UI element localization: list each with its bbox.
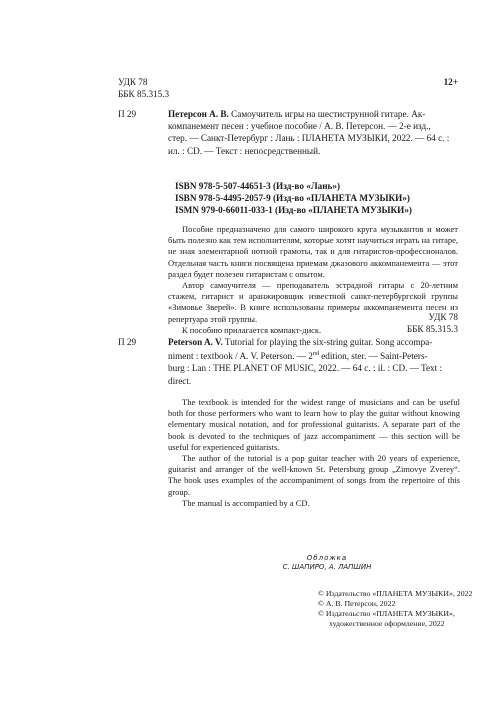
bbk-code: ББК 85.315.3 (118, 89, 170, 100)
ru-entry-line-4: ил. : CD. — Текст : непосредственный. (168, 145, 321, 156)
ru-abstract-udk: УДК 78 (428, 312, 458, 322)
en-entry-code: П 29 (118, 337, 137, 347)
isbn-block (175, 180, 412, 217)
ru-entry-line-2: компанемент песен : учебное пособие / А. В. Петерсон. — 2-е изд., (168, 121, 431, 132)
en-abstract (168, 397, 460, 509)
copyright-line-4: художественное оформление, 2022 (329, 619, 445, 628)
ru-entry (168, 108, 458, 157)
en-entry-line-2a: niment : textbook / A. V. Peterson. — 2 (168, 351, 313, 362)
en-entry-line-3: burg : Lan : THE PLANET OF MUSIC, 2022. — 64 c. : il. : CD. — Text : (168, 363, 443, 374)
ru-abstract-bbk: ББК 85.315.3 (406, 324, 458, 335)
ru-abstract-p3: К пособию прилагается компакт-диск. (182, 324, 322, 335)
ru-entry-line-3: стер. — Санкт-Петербург : Лань : ПЛАНЕТА МУЗЫКИ, 2022. — 64 с. : (168, 133, 450, 144)
isbn-lan: ISBN 978-5-507-44651-3 (Изд-во «Лань») (175, 181, 341, 191)
ru-entry-code: П 29 (118, 109, 137, 119)
en-entry (168, 336, 460, 387)
ru-abstract-p1: Пособие предназначено для самого широкого круга музыкантов и может быть полезно как тем исполнителям, которые хотят научиться играть на гитаре, не зная элементарной нотной грамоты, так и для гитаристов-профессионалов. Отдельная часть книги посвящена приемам джазового аккомпанемента — этот раздел будет полезен гитаристам с опытом. (168, 224, 458, 279)
ru-abstract-p2: Автор самоучителя — преподаватель эстрадной гитары с 20-летним стажем, гитарист и аранжировщик известной санкт-петербургской группы «Зимовье Зверей». В книге использованы примеры аккомпанемента песен из репертуара этой группы. (168, 280, 458, 324)
age-rating: 12+ (443, 77, 458, 87)
copyright-block (318, 589, 472, 629)
ru-abstract-classification (380, 311, 458, 335)
en-entry-line-1: Tutorial for playing the six-string guitar. Song accompa- (222, 337, 433, 347)
isbn-planeta: ISBN 978-5-4495-2057-9 (Изд-во «ПЛАНЕТА МУЗЫКИ») (175, 193, 410, 204)
en-abstract-p1: The textbook is intended for the widest range of musicians and can be useful both for those performers who want to learn how to play the guitar without knowing elementary musical notation, and for professional guitarists. A separate part of the book is devoted to the techniques of jazz accompaniment — this section will be useful for experienced guitarists. (168, 397, 460, 452)
cover-author: С. ШАПИРО, А. ЛАПШИН (282, 563, 372, 571)
en-entry-line-2b: edition, ster. — Saint-Peters- (318, 351, 428, 362)
ismn-planeta: ISMN 979-0-66011-033-1 (Изд-во «ПЛАНЕТА МУЗЫКИ») (175, 205, 412, 216)
en-entry-author: Peterson A. V. (168, 337, 223, 347)
cover-credit (262, 554, 392, 572)
cover-label: Обложка (306, 554, 348, 562)
copyright-line-3: © Издательство «ПЛАНЕТА МУЗЫКИ», (318, 609, 455, 618)
copyright-line-2: © А. В. Петерсон, 2022 (318, 599, 396, 608)
ru-entry-line-1: Самоучитель игры на шестиструнной гитаре. Ак- (228, 109, 426, 119)
udk-code: УДК 78 (118, 77, 148, 87)
en-abstract-p2: The author of the tutorial is a pop guitar teacher with 20 years of experience, guitarist and arranger of the well-known St. Petersburg group „Zimovye Zverey“. The book uses examples of the accompaniment of songs from the repertoire of this group. (168, 453, 460, 497)
ru-entry-author: Петерсон А. В. (168, 109, 229, 119)
header-classification (118, 76, 169, 100)
en-abstract-p3: The manual is accompanied by a CD. (182, 497, 310, 508)
en-entry-sup: nd (312, 351, 319, 358)
en-entry-line-4: direct. (168, 375, 192, 386)
copyright-line-1: © Издательство «ПЛАНЕТА МУЗЫКИ», 2022 (318, 589, 473, 598)
